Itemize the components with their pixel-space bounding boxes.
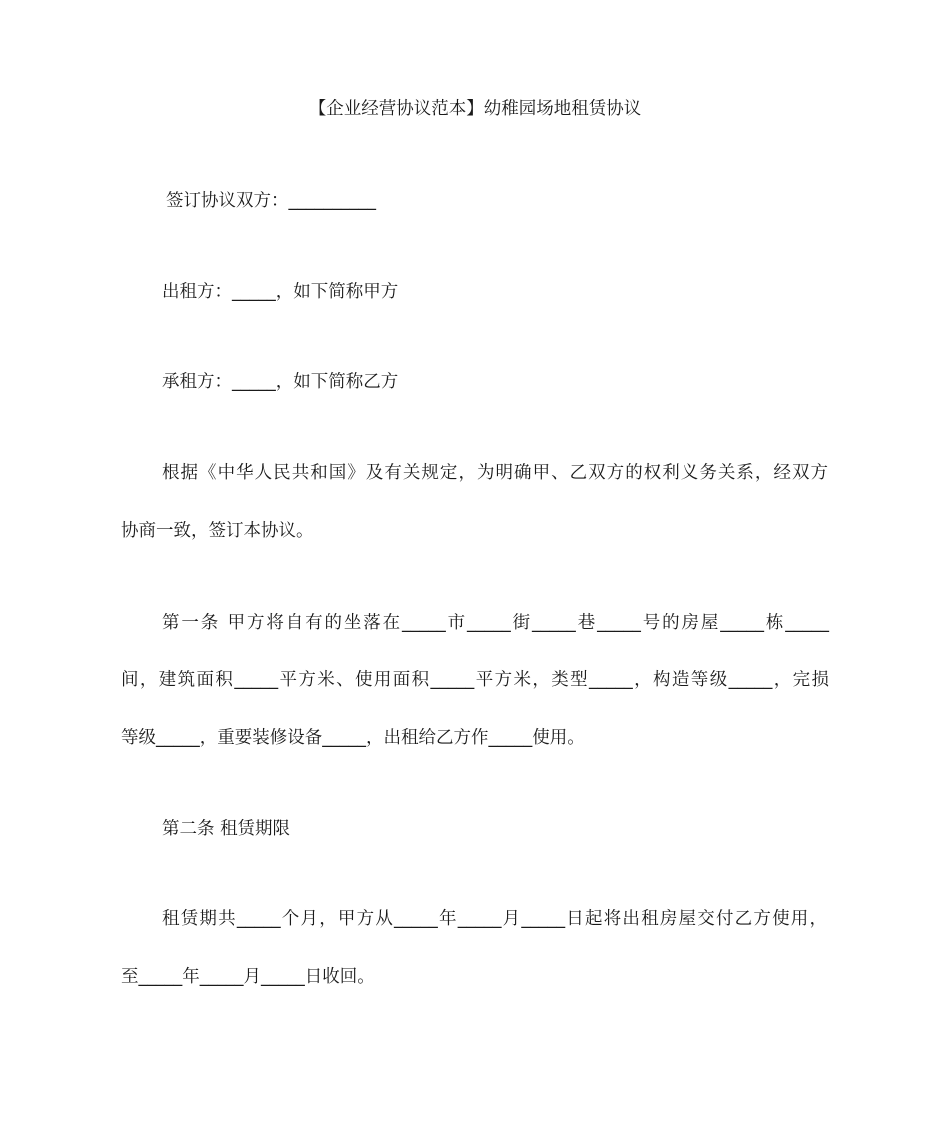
document-title: 【企业经营协议范本】幼稚园场地租赁协议 [308,99,642,119]
preamble-line-1: 根据《中华人民共和国》及有关规定，为明确甲、乙双方的权利义务关系，经双方 [162,463,828,483]
article-2-heading: 第二条 租赁期限 [162,819,291,839]
parties-line: 签订协议双方：__________ [166,191,376,211]
lessor-line: 出租方：_____，如下简称甲方 [162,282,399,302]
article-1-line-1: 第一条 甲方将自有的坐落在_____市_____街_____巷_____号的房屋_____栋_____ [162,613,829,633]
article-2-line-2: 至_____年_____月_____日收回。 [121,967,375,987]
lessee-line: 承租方：_____，如下简称乙方 [162,372,399,392]
article-1-line-3: 等级_____，重要装修设备_____，出租给乙方作_____使用。 [121,728,585,748]
article-2-line-1: 租赁期共_____个月，甲方从_____年_____月_____日起将出租房屋交付乙方使用， [162,909,827,929]
preamble-line-2: 协商一致，签订本协议。 [121,521,314,541]
article-1-line-2: 间，建筑面积_____平方米、使用面积_____平方米，类型_____，构造等级_____，完损 [121,670,829,690]
